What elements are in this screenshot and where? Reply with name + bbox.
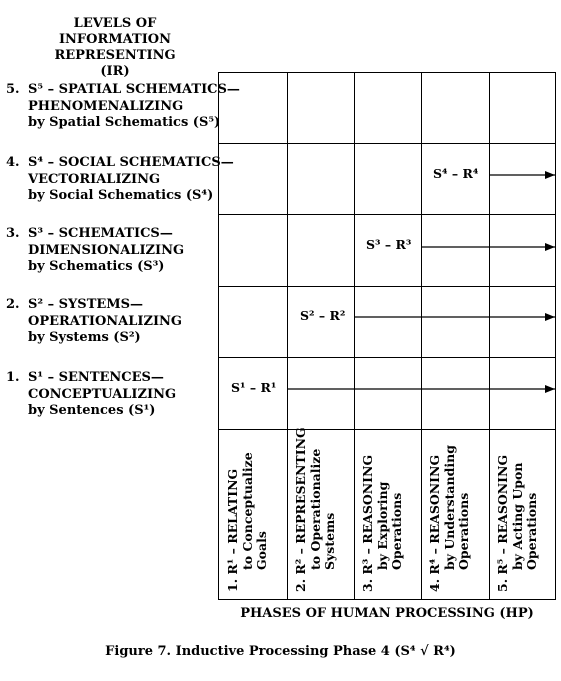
phase-purpose: to Conceptualize xyxy=(239,452,255,570)
cell-label-s1-r1: S¹ – R¹ xyxy=(231,380,277,395)
level-name: S¹ – SENTENCES— xyxy=(28,370,164,385)
figure-caption: Figure 7. Inductive Processing Phase 4 (S⁴ √ R⁴) xyxy=(105,644,456,659)
level-method: by Systems (S²) xyxy=(28,330,141,345)
phase-name: 1. R¹ – RELATING xyxy=(225,468,240,592)
phase-object: Operations xyxy=(389,492,404,570)
level-method: by Social Schematics (S⁴) xyxy=(28,188,214,203)
phase-object: Goals xyxy=(254,531,269,570)
phase-purpose: by Exploring xyxy=(374,481,390,570)
level-process: CONCEPTUALIZING xyxy=(28,386,177,402)
phase-label-1 xyxy=(226,452,270,592)
level-process: VECTORIALIZING xyxy=(28,171,161,187)
phase-name: 3. R³ – REASONING xyxy=(360,454,375,592)
cell-label-s3-r3: S³ – R³ xyxy=(366,237,412,252)
level-method: by Sentences (S¹) xyxy=(28,403,156,418)
y-axis-title-line3: REPRESENTING (IR) xyxy=(54,48,176,79)
level-number: 5. xyxy=(6,82,20,97)
phase-object: Operations xyxy=(456,492,471,570)
level-process: DIMENSIONALIZING xyxy=(28,242,185,258)
phase-purpose: to Operationalize xyxy=(307,448,323,570)
phase-object: Systems xyxy=(322,512,337,570)
phase-label-5 xyxy=(496,455,540,592)
level-name: S² – SYSTEMS— xyxy=(28,297,144,312)
level-number: 3. xyxy=(6,226,20,241)
level-number: 4. xyxy=(6,155,20,170)
cell-label-s2-r2: S² – R² xyxy=(300,308,346,323)
phase-name: 5. R⁵ – REASONING xyxy=(495,454,510,592)
x-axis-title: PHASES OF HUMAN PROCESSING (HP) xyxy=(240,606,534,621)
phase-object: Operations xyxy=(524,492,539,570)
level-name: S⁴ – SOCIAL SCHEMATICS— xyxy=(28,155,234,170)
y-axis-title-line1: LEVELS OF xyxy=(73,16,157,31)
level-process: OPERATIONALIZING xyxy=(28,313,183,329)
level-number: 2. xyxy=(6,297,20,312)
phase-purpose: by Understanding xyxy=(441,445,457,570)
phase-label-4 xyxy=(428,445,472,592)
level-name: S³ – SCHEMATICS— xyxy=(28,226,173,241)
phase-name: 2. R² – REPRESENTING xyxy=(293,427,308,592)
level-method: by Schematics (S³) xyxy=(28,259,165,274)
phase-purpose: by Acting Upon xyxy=(509,462,525,570)
y-axis-title-line2: INFORMATION xyxy=(58,32,172,47)
phase-label-2 xyxy=(294,427,338,592)
phase-label-3 xyxy=(361,455,405,592)
level-method: by Spatial Schematics (S⁵) xyxy=(28,115,221,130)
level-name: S⁵ – SPATIAL SCHEMATICS— xyxy=(28,82,240,97)
cell-label-s4-r4: S⁴ – R⁴ xyxy=(433,166,479,181)
level-number: 1. xyxy=(6,370,20,385)
level-process: PHENOMENALIZING xyxy=(28,98,184,114)
phase-name: 4. R⁴ – REASONING xyxy=(427,454,442,592)
